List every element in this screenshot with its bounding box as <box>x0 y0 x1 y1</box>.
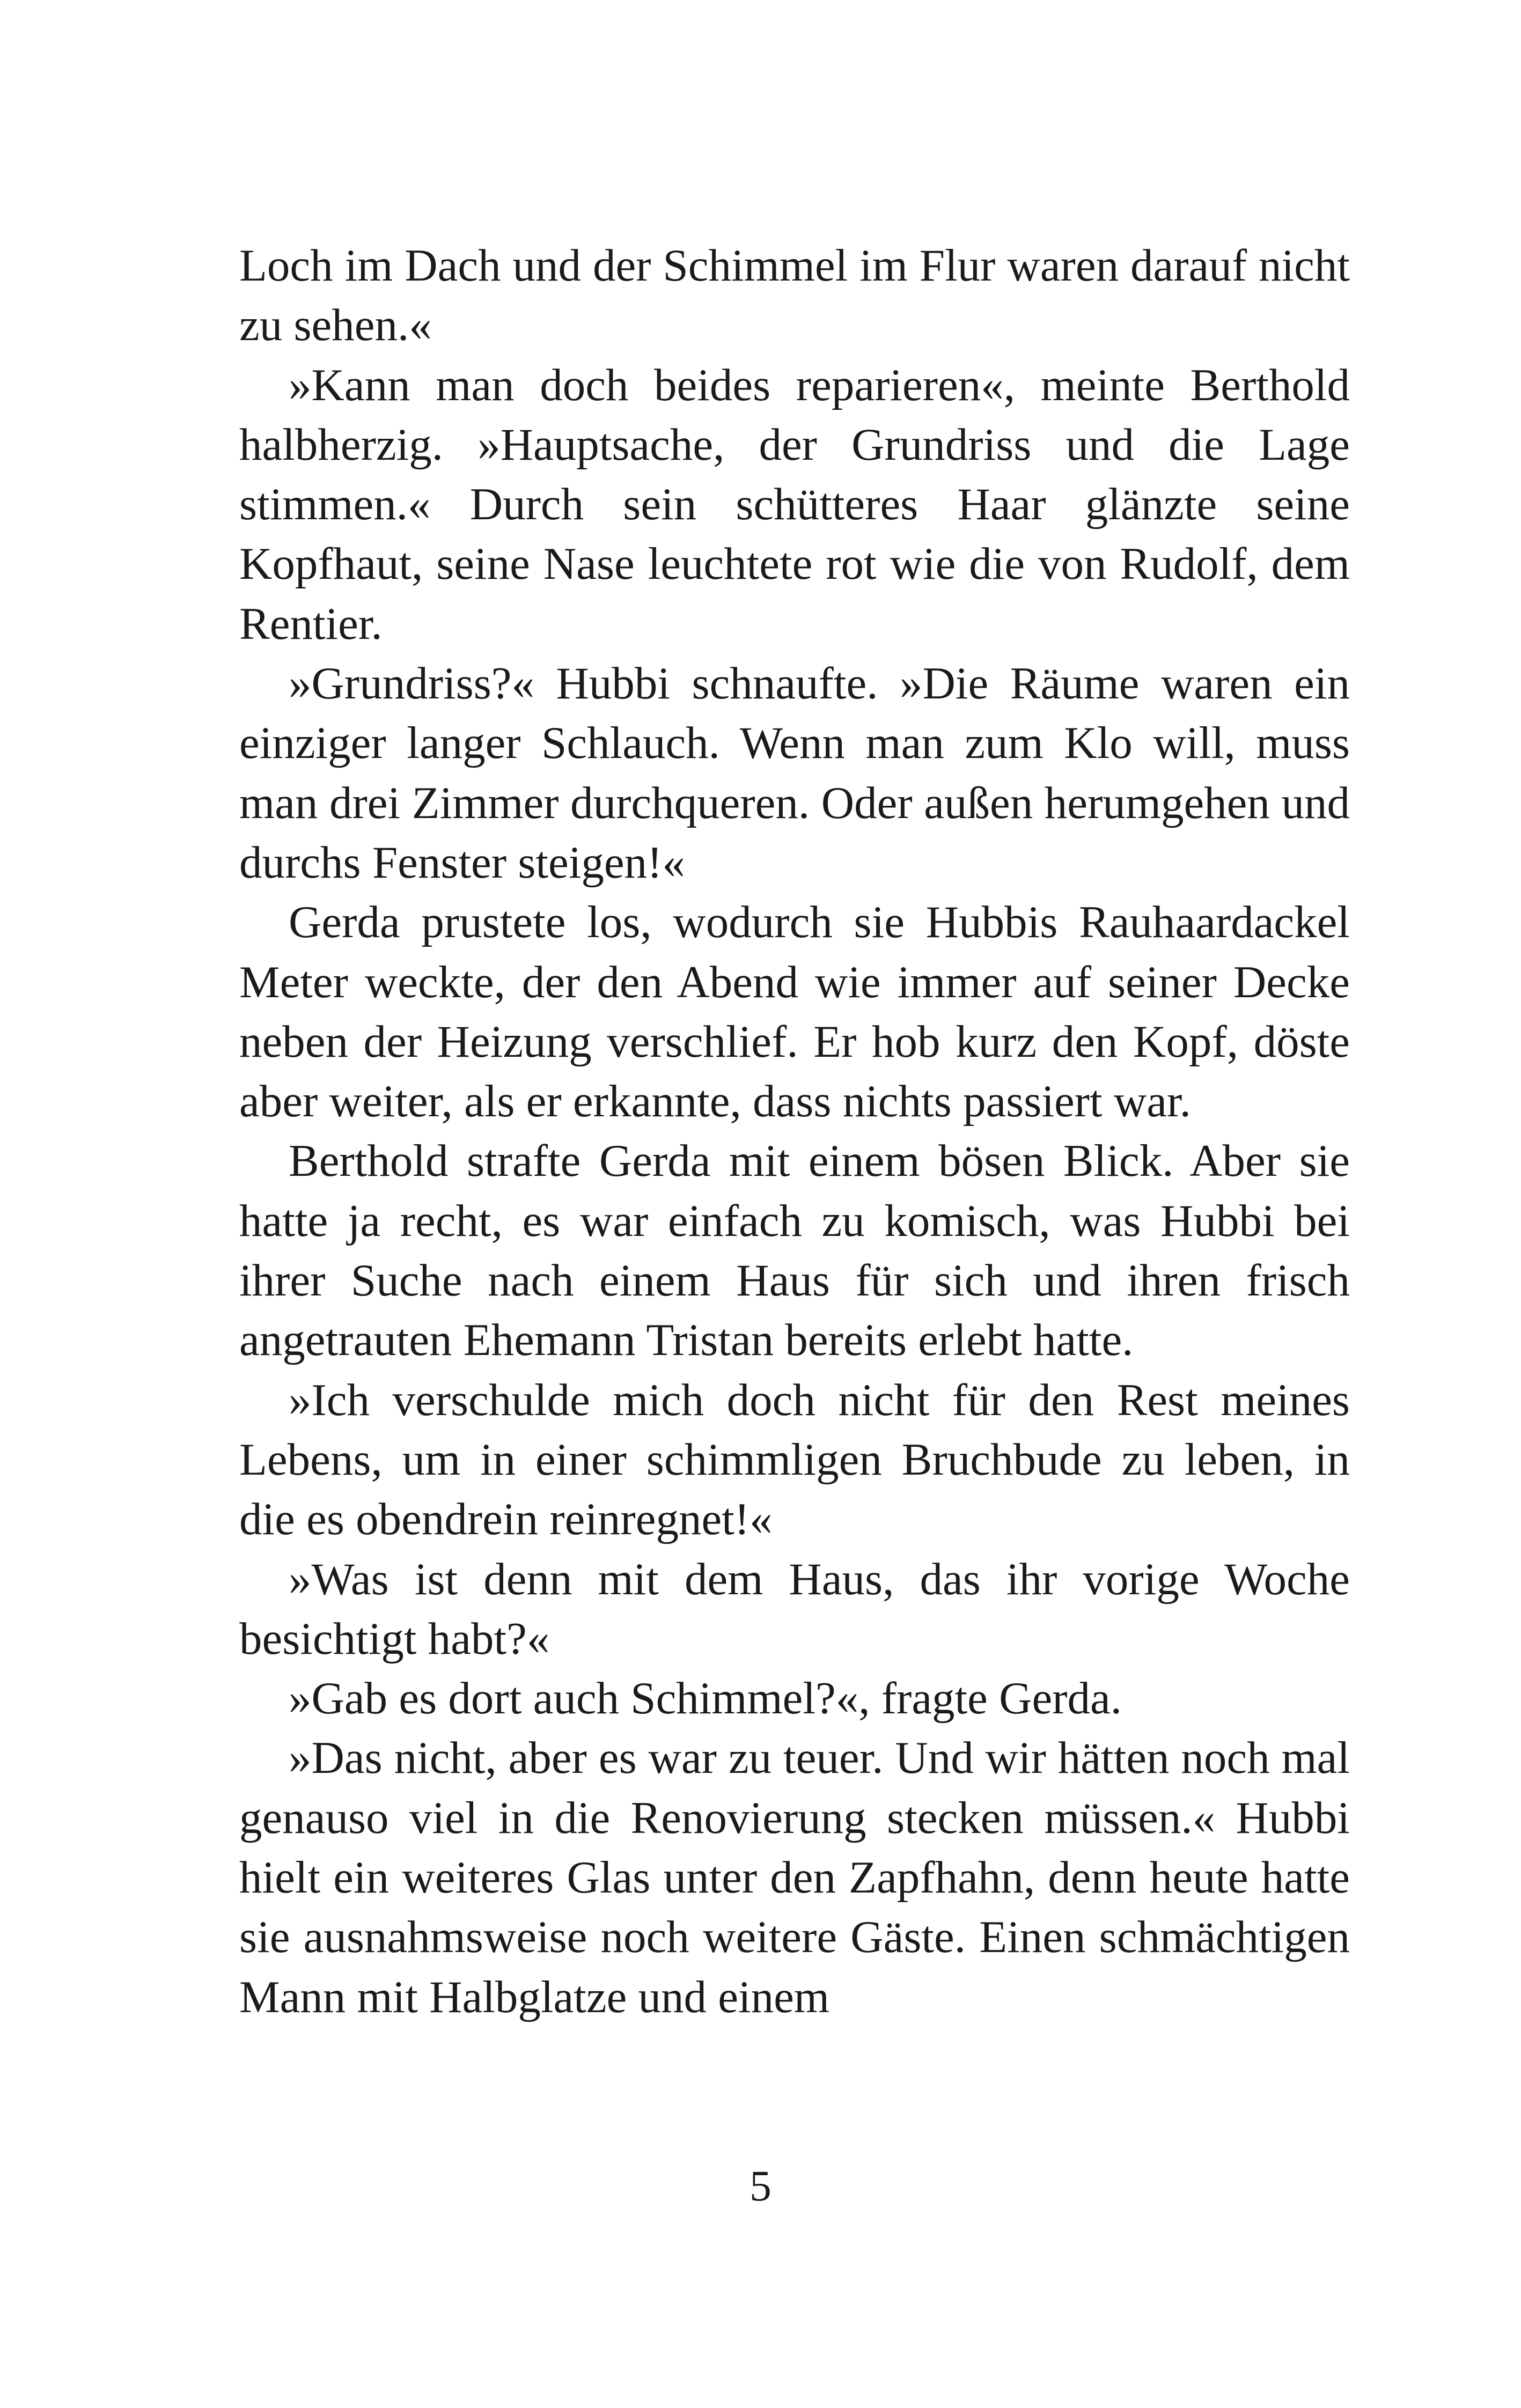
paragraph: »Gab es dort auch Schimmel?«, fragte Gerda. <box>289 1673 1122 1724</box>
paragraph: Berthold strafte Gerda mit einem bösen Blick. Aber sie hatte ja recht, es war einfach zu komisch, was Hubbi bei ihrer Suche nach einem Haus für sich und ihren frisch angetrauten Ehemann Tristan bereits erlebt hatte. <box>239 1136 1350 1366</box>
paragraph: »Kann man doch beides reparieren«, meinte Berthold halbherzig. »Hauptsache, der Grundriss und die Lage stimmen.« Durch sein schütteres Haar glänzte seine Kopfhaut, seine Nase leuchtete rot wie die von Rudolf, dem Rentier. <box>239 359 1350 649</box>
paragraph: Loch im Dach und der Schimmel im Flur waren darauf nicht zu sehen.« <box>239 240 1350 351</box>
paragraph: »Das nicht, aber es war zu teuer. Und wir hätten noch mal genauso viel in die Renovierung stecken müssen.« Hubbi hielt ein weiteres Glas unter den Zapfhahn, denn heute hatte sie ausnahmsweise noch weitere Gäste. Einen schmächtigen Mann mit Halbglatze und einem <box>239 1733 1350 2022</box>
paragraph: »Was ist denn mit dem Haus, das ihr vorige Woche besichtigt habt?« <box>239 1553 1350 1664</box>
paragraph: »Ich verschulde mich doch nicht für den Rest meines Lebens, um in einer schimmligen Bruchbude zu leben, in die es obendrein reinregnet!« <box>239 1374 1350 1545</box>
paragraph: »Grundriss?« Hubbi schnaufte. »Die Räume waren ein einziger langer Schlauch. Wenn man zum Klo will, muss man drei Zimmer durchqueren. Oder außen herumgehen und durchs Fenster steigen!« <box>239 658 1350 888</box>
page-number: 5 <box>750 2161 771 2210</box>
paragraph: Gerda prustete los, wodurch sie Hubbis Rauhaardackel Meter weckte, der den Abend wie immer auf seiner Decke neben der Heizung verschlief. Er hob kurz den Kopf, döste aber weiter, als er erkannte, dass nichts passiert war. <box>239 897 1350 1127</box>
body-text <box>239 236 1350 2027</box>
